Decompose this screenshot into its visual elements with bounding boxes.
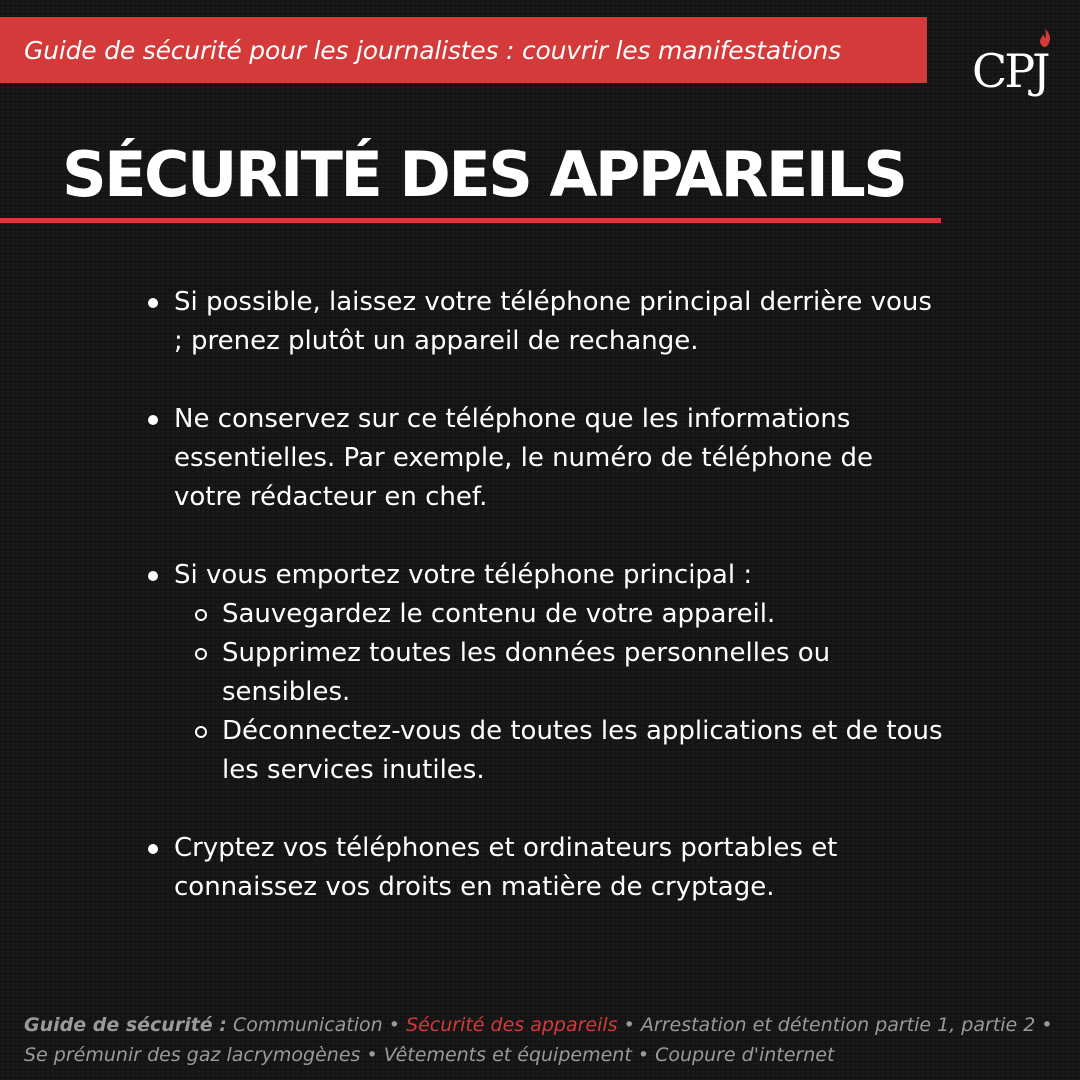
footer-line-2 xyxy=(24,1040,1064,1070)
sub-list-item-text: Sauvegardez le contenu de votre appareil. xyxy=(222,599,776,629)
footer-link-arrest-detention[interactable]: Arrestation et détention partie 1, partie 2 xyxy=(640,1014,1036,1036)
footer-link-device-security[interactable]: Sécurité des appareils xyxy=(406,1014,618,1036)
hollow-bullet-icon xyxy=(195,726,207,738)
list-item-text: Cryptez vos téléphones et ordinateurs portables et connaissez vos droits en matière de cryptage. xyxy=(174,833,838,902)
logo-wordmark: CPJ xyxy=(972,44,1048,98)
sub-list-item-text: Déconnectez-vous de toutes les applications et de tous les services inutiles. xyxy=(222,716,943,785)
footer-line-1 xyxy=(24,1010,1064,1040)
tips-list xyxy=(145,283,945,946)
list-item xyxy=(145,829,945,907)
list-item-text: Si possible, laissez votre téléphone principal derrière vous ; prenez plutôt un appareil de rechange. xyxy=(174,287,932,356)
list-item xyxy=(145,283,945,361)
footer-separator: • xyxy=(1041,1014,1053,1036)
footer-lead: Guide de sécurité : xyxy=(24,1014,227,1036)
footer-link-clothing-equipment[interactable]: Vêtements et équipement xyxy=(383,1044,632,1066)
sub-list-item xyxy=(174,595,945,634)
hollow-bullet-icon xyxy=(195,648,207,660)
footer-separator: • xyxy=(366,1044,378,1066)
list-item-text: Si vous emportez votre téléphone principal : xyxy=(174,560,753,590)
footer-separator: • xyxy=(388,1014,400,1036)
series-banner-text: Guide de sécurité pour les journalistes : couvrir les manifestations xyxy=(24,35,841,65)
cpj-logo xyxy=(968,34,1060,114)
footer-separator: • xyxy=(637,1044,650,1066)
sub-list-item-text: Supprimez toutes les données personnelles ou sensibles. xyxy=(222,638,831,707)
footer-link-tear-gas[interactable]: Se prémunir des gaz lacrymogènes xyxy=(24,1044,361,1066)
list-item xyxy=(145,400,945,517)
page-title: SÉCURITÉ DES APPAREILS xyxy=(62,138,906,211)
sub-list-item xyxy=(174,634,945,712)
title-underline xyxy=(0,218,941,223)
series-banner xyxy=(0,17,927,83)
footer-link-communication[interactable]: Communication xyxy=(232,1014,383,1036)
bullet-icon xyxy=(148,844,158,854)
footer-separator: • xyxy=(623,1014,635,1036)
footer-link-internet-shutdown[interactable]: Coupure d'internet xyxy=(655,1044,835,1066)
list-item xyxy=(145,556,945,790)
guide-navigation-footer xyxy=(24,1010,1064,1070)
hollow-bullet-icon xyxy=(195,609,207,621)
bullet-icon xyxy=(148,415,158,425)
bullet-icon xyxy=(148,298,158,308)
list-item-text: Ne conservez sur ce téléphone que les informations essentielles. Par exemple, le numéro de téléphone de votre rédacteur en chef. xyxy=(174,404,873,512)
sub-list-item xyxy=(174,712,945,790)
bullet-icon xyxy=(148,571,158,581)
